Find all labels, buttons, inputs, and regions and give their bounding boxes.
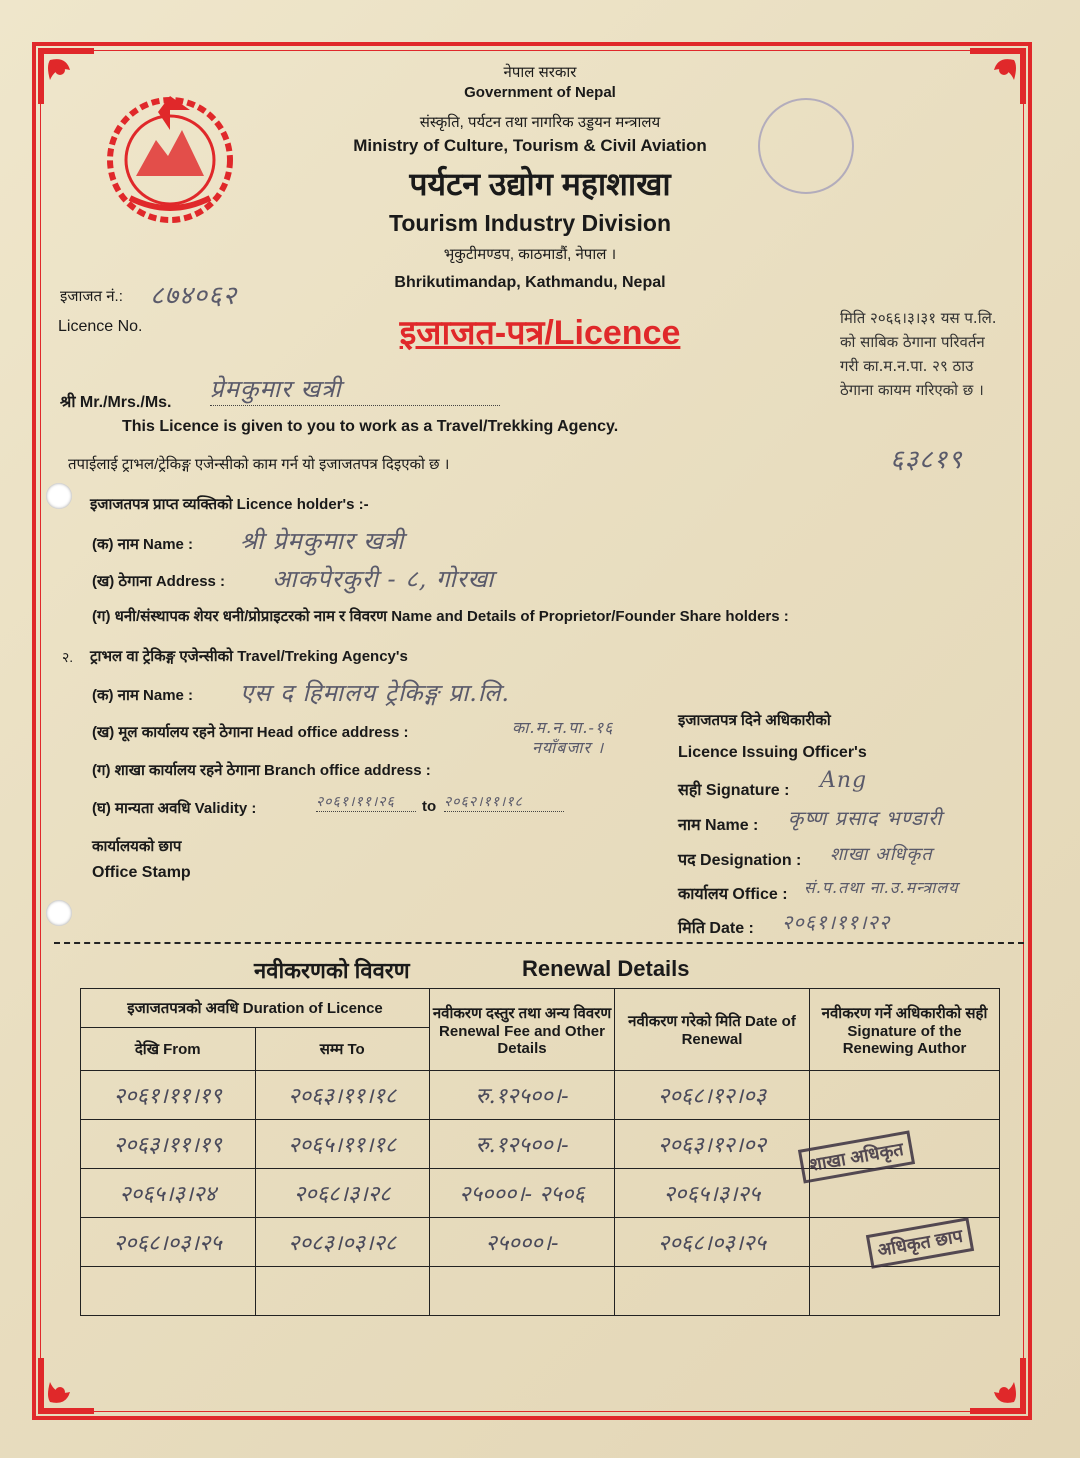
office-stamp-en: Office Stamp	[92, 864, 191, 881]
renewal-title-np: नवीकरणको विवरण	[254, 958, 410, 983]
officer-heading-en: Licence Issuing Officer's	[678, 744, 867, 761]
punch-hole	[46, 483, 72, 509]
corner-ornament-icon	[968, 1356, 1028, 1416]
licence-title: इजाजत-पत्र/Licence	[399, 314, 681, 352]
agency-heading-num: २.	[62, 649, 74, 665]
side-note-line: गरी का.म.न.पा. २९ ठाउ	[840, 357, 974, 375]
punch-hole	[46, 900, 72, 926]
officer-office-label: कार्यालय Office :	[678, 886, 788, 903]
officer-signature-value: Ang	[820, 768, 868, 793]
head-office-value: का.म.न.पा.-१६	[512, 718, 614, 737]
agency-name-value: एस द हिमालय ट्रेकिङ्ग प्रा.लि.	[240, 679, 511, 707]
renewal-stamp: शाखा अधिकृत	[798, 1130, 915, 1183]
officer-name-label: नाम Name :	[678, 817, 759, 834]
row-date: २०६५।३।२५	[615, 1169, 810, 1218]
holder-name-label: (क) नाम Name :	[92, 536, 194, 553]
row-fee: रु.१२५००।-	[430, 1071, 615, 1120]
proprietor-label: (ग) धनी/संस्थापक शेयर धनी/प्रोप्राइटरको नाम र विवरण Name and Details of Proprietor/Founder Share holders :	[92, 608, 789, 625]
officer-heading-np: इजाजतपत्र दिने अधिकारीको	[678, 712, 831, 729]
row-fee: रु.१२५००।-	[430, 1120, 615, 1169]
office-stamp-np: कार्यालयको छाप	[92, 838, 182, 855]
corner-ornament-icon	[36, 1356, 96, 1416]
ministry-en: Ministry of Culture, Tourism & Civil Aviation	[353, 136, 707, 155]
head-office-label: (ख) मूल कार्यालय रहने ठेगाना Head office address :	[92, 724, 409, 741]
table-row	[81, 1169, 1000, 1218]
row-to	[255, 1267, 430, 1316]
renewal-title-en: Renewal Details	[522, 956, 690, 981]
row-sign	[810, 1267, 1000, 1316]
nepal-emblem-icon	[100, 90, 240, 230]
division-en: Tourism Industry Division	[389, 210, 671, 236]
recipient-prefix: श्री Mr./Mrs./Ms.	[60, 394, 172, 411]
validity-to: २०६२।११।१८	[444, 792, 564, 812]
row-from: २०६८।०३।२५	[81, 1218, 256, 1267]
row-date: २०६३।१२।०२	[615, 1120, 810, 1169]
renewal-stamp: अधिकृत छाप	[866, 1217, 974, 1269]
head-office-value-2: नयाँबजार ।	[532, 738, 605, 757]
side-note	[840, 306, 997, 402]
officer-name-value: कृष्ण प्रसाद भण्डारी	[788, 806, 943, 830]
intro-en: This Licence is given to you to work as a Travel/Trekking Agency.	[122, 418, 619, 435]
col-from: देखि From	[81, 1028, 256, 1071]
officer-signature-label: सही Signature :	[678, 782, 790, 799]
validity-from: २०६१।११।२६	[316, 792, 416, 812]
row-fee	[430, 1267, 615, 1316]
row-to: २०६३।११।१८	[255, 1071, 430, 1120]
col-fee: नवीकरण दस्तुर तथा अन्य विवरण Renewal Fee and Other Details	[430, 989, 615, 1071]
table-row	[81, 1267, 1000, 1316]
validity-to-label: to	[422, 798, 437, 815]
side-note-sign: ६३८१९	[890, 445, 963, 475]
officer-date-value: २०६१।११।२२	[782, 910, 891, 934]
row-to: २०६८।३।२८	[255, 1169, 430, 1218]
col-to: सम्म To	[255, 1028, 430, 1071]
address-en: Bhrikutimandap, Kathmandu, Nepal	[394, 274, 666, 291]
office-seal-stamp	[758, 98, 854, 194]
division-np: पर्यटन उद्योग महाशाखा	[409, 166, 671, 202]
govt-np: नेपाल सरकार	[503, 64, 577, 81]
officer-designation-value: शाखा अधिकृत	[830, 844, 933, 865]
side-note-line: को साबिक ठेगाना परिवर्तन	[840, 333, 985, 351]
col-date: नवीकरण गरेको मिति Date of Renewal	[615, 989, 810, 1071]
table-row	[81, 1218, 1000, 1267]
section-divider	[54, 942, 1024, 944]
row-fee: २५०००।- २५०६	[430, 1169, 615, 1218]
row-fee: २५०००।-	[430, 1218, 615, 1267]
agency-name-label: (क) नाम Name :	[92, 687, 194, 704]
side-note-line: मिति २०६६।३।३१ यस प.लि.	[840, 309, 997, 327]
licence-no-label-np: इजाजत नं.:	[60, 288, 123, 305]
row-to: २०८३।०३।२८	[255, 1218, 430, 1267]
govt-en: Government of Nepal	[464, 84, 616, 101]
licence-no-label-en: Licence No.	[58, 318, 143, 335]
row-to: २०६५।११।१८	[255, 1120, 430, 1169]
row-date: २०६८।०३।२५	[615, 1218, 810, 1267]
holder-name-value: श्री प्रेमकुमार खत्री	[240, 527, 405, 555]
row-sign	[810, 1071, 1000, 1120]
licence-no-value: ८७४०६२	[150, 281, 238, 311]
row-date	[615, 1267, 810, 1316]
address-np: भृकुटीमण्डप, काठमाडौं, नेपाल ।	[443, 246, 617, 263]
recipient-name: प्रेमकुमार खत्री	[210, 372, 500, 406]
intro-np: तपाईलाई ट्राभल/ट्रेकिङ्ग एजेन्सीको काम गर्न यो इजाजतपत्र दिइएको छ ।	[68, 456, 450, 473]
officer-office-value: सं.प.तथा ना.उ.मन्त्रालय	[804, 878, 959, 897]
holder-address-value: आकपेरकुरी - ८, गोरखा	[272, 565, 495, 593]
ministry-np: संस्कृति, पर्यटन तथा नागरिक उड्डयन मन्त्रालय	[419, 114, 661, 131]
col-sign: नवीकरण गर्ने अधिकारीको सही Signature of the Renewing Author	[810, 989, 1000, 1071]
agency-heading: ट्राभल वा ट्रेकिङ्ग एजेन्सीको Travel/Treking Agency's	[90, 648, 408, 665]
validity-label: (घ) मान्यता अवधि Validity :	[92, 800, 257, 817]
holder-heading: इजाजतपत्र प्राप्त व्यक्तिको Licence holder's :-	[90, 496, 369, 513]
holder-address-label: (ख) ठेगाना Address :	[92, 573, 226, 590]
side-note-line: ठेगाना कायम गरिएको छ ।	[840, 381, 984, 399]
row-from: २०६१।११।१९	[81, 1071, 256, 1120]
col-duration: इजाजतपत्रको अवधि Duration of Licence	[81, 989, 430, 1028]
row-date: २०६८।१२।०३	[615, 1071, 810, 1120]
row-from: २०६३।११।१९	[81, 1120, 256, 1169]
row-from	[81, 1267, 256, 1316]
officer-date-label: मिति Date :	[678, 920, 754, 937]
branch-office-label: (ग) शाखा कार्यालय रहने ठेगाना Branch office address :	[92, 762, 431, 779]
table-row	[81, 1071, 1000, 1120]
officer-designation-label: पद Designation :	[678, 852, 802, 869]
row-from: २०६५।३।२४	[81, 1169, 256, 1218]
